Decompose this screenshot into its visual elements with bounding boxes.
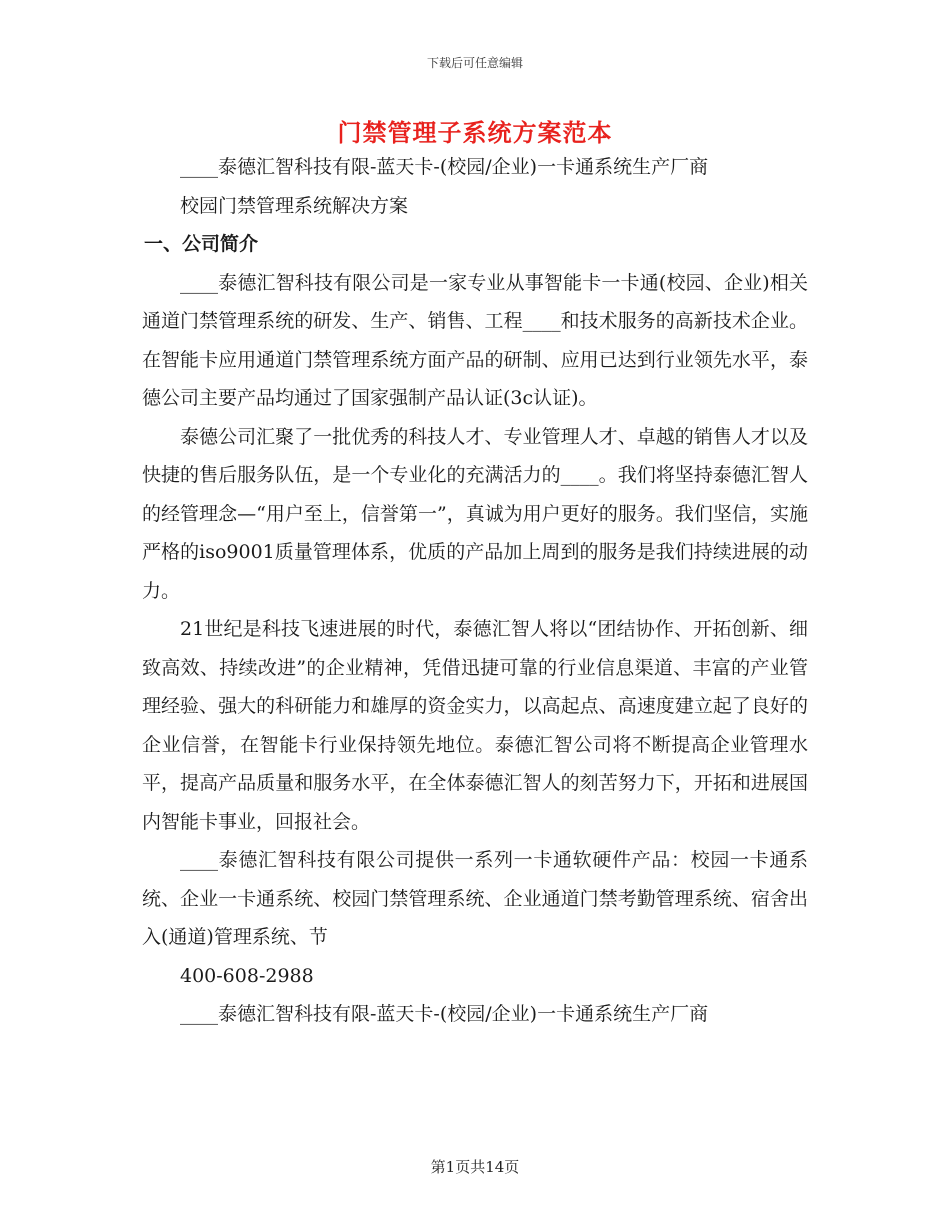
document-body bbox=[142, 148, 808, 1034]
paragraph-company-intro: ____泰德汇智科技有限公司是一家专业从事智能卡一卡通(校园、企业)相关通道门禁管理系统的研发、生产、销售、工程____和技术服务的高新技术企业。在智能卡应用通道门禁管理系统方面产品的研制、应用已达到行业领先水平，泰德公司主要产品均通过了国家强制产品认证(3c认证)。 bbox=[142, 271, 808, 409]
paragraph-products: ____泰德汇智科技有限公司提供一系列一卡通软硬件产品：校园一卡通系统、企业一卡通系统、校园门禁管理系统、企业通道门禁考勤管理系统、宿舍出入(通道)管理系统、节 bbox=[142, 849, 808, 948]
page-header-note: 下载后可任意编辑 bbox=[426, 56, 523, 70]
document-title: 门禁管理子系统方案范本 bbox=[337, 118, 613, 147]
paragraph-company-line: ____泰德汇智科技有限-蓝天卡-(校园/企业)一卡通系统生产厂商 bbox=[180, 1003, 709, 1025]
document-subtitle: 校园门禁管理系统解决方案 bbox=[180, 194, 409, 217]
page-number: 第1页共14页 bbox=[430, 1158, 520, 1176]
paragraph-vision: 21世纪是科技飞速进展的时代，泰德汇智人将以“团结协作、开拓创新、细致高效、持续改进”的企业精神，凭借迅捷可靠的行业信息渠道、丰富的产业管理经验、强大的科研能力和雄厚的资金实力，以高起点、高速度建立起了良好的企业信誉，在智能卡行业保持领先地位。泰德汇智公司将不断提高企业管理水平，提高产品质量和服务水平，在全体泰德汇智人的刻苦努力下，开拓和进展国内智能卡事业，回报社会。 bbox=[142, 618, 808, 833]
paragraph-phone: 400-608-2988 bbox=[180, 964, 314, 987]
section-heading-company-profile: 一、公司简介 bbox=[144, 233, 259, 255]
paragraph-team: 泰德公司汇聚了一批优秀的科技人才、专业管理人才、卓越的销售人才以及快捷的售后服务队伍，是一个专业化的充满活力的____。我们将坚持泰德汇智人的经管理念—“用户至上，信誉第一”，真诚为用户更好的服务。我们坚信，实施严格的iso9001质量管理体系，优质的产品加上周到的服务是我们持续进展的动力。 bbox=[142, 425, 808, 602]
intro-line: ____泰德汇智科技有限-蓝天卡-(校园/企业)一卡通系统生产厂商 bbox=[180, 156, 709, 178]
